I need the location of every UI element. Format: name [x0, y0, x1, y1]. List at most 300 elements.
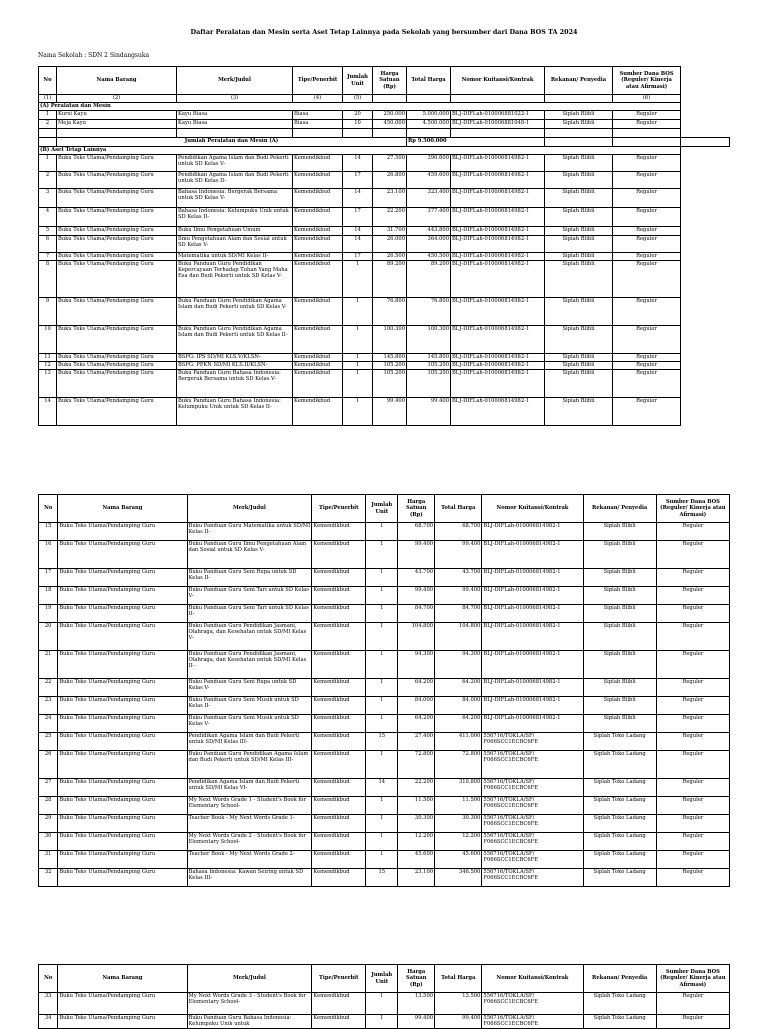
table-row	[39, 605, 730, 623]
cell-nomor: BLJ-DIFLah-010006814982-1	[451, 261, 545, 298]
cell-total: 310.800	[435, 779, 482, 797]
cell-nama: Buku Teks Utama/Pendamping Guru	[58, 523, 187, 541]
cell-total: 443.800	[407, 227, 451, 236]
cell-total: 76.800	[407, 298, 451, 326]
cell-merk: Bahasa Indonesia: Kelumpuku Unik untuk SD Kelas II-	[177, 208, 293, 227]
cell-jumlah: 17	[343, 172, 373, 189]
cell-nama: Buku Teks Utama/Pendamping Guru	[57, 354, 177, 362]
cell-jumlah: 1	[366, 715, 398, 733]
cell-harga: 99.400	[373, 398, 407, 426]
cell-sumber: Reguler	[613, 354, 681, 362]
table-row	[39, 851, 730, 869]
index-cell: (2)	[57, 95, 177, 103]
cell-total: 5.000.000	[407, 111, 451, 120]
cell-total: 43.700	[435, 569, 482, 587]
cell-sumber: Reguler	[656, 697, 729, 715]
cell-jumlah: 14	[366, 779, 398, 797]
table-row	[39, 751, 730, 779]
cell-rekanan: Siplah Blibli	[545, 227, 613, 236]
cell-rekanan: Siplah Toko Ladang	[583, 815, 656, 833]
cell-total: 4.500.000	[407, 120, 451, 129]
cell-nomor: BLJ-DIFLah-010006814982-1	[451, 326, 545, 354]
cell-nomor: 556716/TOKLA/SF/ F066SCC1ECBC6FE	[482, 797, 583, 815]
cell-rekanan: Siplah Blibli	[545, 189, 613, 208]
cell-nomor: BLJ-DIFLah-010006814982-1	[451, 370, 545, 398]
cell-nomor: 556716/TOKLA/SF/ F066SCC1ECBC6FE	[482, 815, 583, 833]
cell-merk: Teacher Book - My Next Words Grade 2-	[187, 851, 312, 869]
cell-no: 26	[39, 751, 58, 779]
col-harga-header: Harga Satuan (Rp)	[398, 965, 435, 993]
cell-harga: 22.200	[398, 779, 435, 797]
cell-tipe: Kemendikbud	[312, 993, 366, 1015]
cell-rekanan: Siplah Blibli	[545, 253, 613, 261]
cell-tipe: Kemendikbud	[312, 797, 366, 815]
cell-rekanan: Siplah Blibli	[545, 370, 613, 398]
cell-no: 27	[39, 779, 58, 797]
cell-no: 1	[39, 155, 57, 172]
cell-nomor: BLJ-DIFLah-010006814982-1	[451, 298, 545, 326]
cell-nama: Buku Teks Utama/Pendamping Guru	[57, 236, 177, 253]
cell-total: 99.400	[435, 541, 482, 569]
cell-no: 15	[39, 523, 58, 541]
cell-tipe: Kemendikbud	[293, 236, 343, 253]
cell-rekanan: Siplah Blibli	[545, 298, 613, 326]
cell-nama: Buku Teks Utama/Pendamping Guru	[57, 253, 177, 261]
cell-merk: BSPG: PPKN SD/MI KLS.II/KLSN-	[177, 362, 293, 370]
cell-rekanan: Siplah Blibli	[545, 236, 613, 253]
cell-rekanan: Siplah Blibli	[583, 651, 656, 679]
table-row	[39, 172, 730, 189]
cell-merk: Buku Panduan Guru Pendidikan Agama Islam dan Budi Pekerti untuk SD/MI Kelas III-	[187, 751, 312, 779]
asset-table-page-3	[38, 964, 730, 1029]
cell-no: 30	[39, 833, 58, 851]
cell-total: 105.200	[407, 370, 451, 398]
table-row	[39, 189, 730, 208]
cell-tipe: Kemendikbud	[293, 326, 343, 354]
cell-nomor: 556716/TOKLA/SF/ F066SCC1ECBC6FE	[482, 751, 583, 779]
cell-nama: Buku Teks Utama/Pendamping Guru	[58, 605, 187, 623]
cell-no: 7	[39, 253, 57, 261]
table-row	[39, 697, 730, 715]
cell-merk: Buku Panduan Guru Pendidikan Jasmani, Olahraga, dan Kesehatan untuk SD/MI Kelas II-	[187, 651, 312, 679]
cell-tipe: Kemendikbud	[312, 623, 366, 651]
cell-rekanan: Siplah Blibli	[583, 623, 656, 651]
cell-sumber: Reguler	[656, 1015, 729, 1029]
cell-merk: Buku Ilmu Pengetahuan Umum	[177, 227, 293, 236]
col-nama-header: Nama Barang	[58, 495, 187, 523]
cell-jumlah: 1	[343, 326, 373, 354]
cell-harga: 99.400	[398, 541, 435, 569]
cell-total: 64.200	[435, 679, 482, 697]
cell-nomor: BLJ-DIFLah-010006814982-1	[451, 398, 545, 426]
cell-total: 105.200	[407, 362, 451, 370]
cell-no: 8	[39, 261, 57, 298]
cell-harga: 64.200	[398, 679, 435, 697]
table-header-row	[39, 965, 730, 993]
cell-rekanan: Siplah Toko Ladang	[583, 751, 656, 779]
cell-rekanan: Siplah Blibli	[545, 120, 613, 129]
total-a-value: Rp 9.500.000	[407, 138, 545, 147]
index-cell: (6)	[613, 95, 681, 103]
table-row	[39, 111, 730, 120]
cell-merk: Buku Panduan Guru Bahasa Indonesia: Kelumpuku Unik untuk SD Kelas II-	[177, 398, 293, 426]
cell-sumber: Reguler	[656, 833, 729, 851]
cell-sumber: Reguler	[656, 605, 729, 623]
cell-harga: 145.800	[373, 354, 407, 362]
cell-rekanan: Siplah Blibli	[545, 398, 613, 426]
table-row	[39, 326, 730, 354]
cell-tipe: Kemendikbud	[312, 587, 366, 605]
cell-rekanan: Siplah Blibli	[583, 697, 656, 715]
cell-harga: 45.600	[398, 851, 435, 869]
cell-tipe: Kemendikbud	[293, 362, 343, 370]
cell-nomor: 556716/TOKLA/SF/ F066SCC1ECBC6FE	[482, 833, 583, 851]
cell-nama: Buku Teks Utama/Pendamping Guru	[58, 587, 187, 605]
cell-merk: Bahasa Indonesia: Kawan Seiring untuk SD Kelas III-	[187, 869, 312, 887]
cell-tipe: Kemendikbud	[312, 851, 366, 869]
cell-tipe: Kemendikbud	[312, 679, 366, 697]
cell-merk: Pendidikan Agama Islam dan Budi Pekerti untuk SD/MI Kelas VI-	[187, 779, 312, 797]
cell-merk: My Next Words Grade 2 - Student's Book for Elementary School-	[187, 833, 312, 851]
table-row	[39, 679, 730, 697]
cell-jumlah: 1	[343, 298, 373, 326]
blank-cell	[343, 129, 373, 138]
cell-harga: 13.500	[398, 993, 435, 1015]
cell-merk: My Next Words Grade 1 - Student's Book for Elementary School-	[187, 797, 312, 815]
cell-total: 99.400	[435, 587, 482, 605]
cell-nama: Kursi Kayu	[57, 111, 177, 120]
cell-merk: Pendidikan Agama Islam dan Budi Pekerti untuk SD Kelas II-	[177, 172, 293, 189]
cell-merk: Buku Panduan Guru Pendidikan Kepercayaan Terhadap Tuhan Yang Maha Esa dan Budi Pekerti untuk SD Kelas V-	[177, 261, 293, 298]
cell-total: 94.300	[435, 651, 482, 679]
cell-harga: 23.100	[398, 869, 435, 887]
cell-rekanan: Siplah Blibli	[545, 155, 613, 172]
cell-sumber: Reguler	[656, 587, 729, 605]
cell-nomor: BLJ-DIFLah-010006814982-1	[482, 623, 583, 651]
cell-rekanan: Siplah Blibli	[583, 605, 656, 623]
cell-nama: Buku Teks Utama/Pendamping Guru	[58, 623, 187, 651]
cell-nomor: BLJ-DIFLah-010006814982-1	[482, 605, 583, 623]
cell-tipe: Kemendikbud	[312, 779, 366, 797]
cell-rekanan: Siplah Toko Ladang	[583, 833, 656, 851]
cell-sumber: Reguler	[656, 715, 729, 733]
cell-nama: Buku Teks Utama/Pendamping Guru	[58, 797, 187, 815]
cell-harga: 99.400	[398, 1015, 435, 1029]
col-nomor-header: Nomor Kuitansi/Kontrak	[451, 67, 545, 95]
cell-jumlah: 1	[343, 370, 373, 398]
cell-nama: Buku Teks Utama/Pendamping Guru	[58, 679, 187, 697]
cell-no: 33	[39, 993, 58, 1015]
cell-no: 31	[39, 851, 58, 869]
cell-rekanan: Siplah Toko Ladang	[583, 779, 656, 797]
col-nomor-header: Nomor Kuitansi/Kontrak	[482, 495, 583, 523]
cell-nama: Buku Teks Utama/Pendamping Guru	[58, 851, 187, 869]
table-row	[39, 398, 730, 426]
cell-nama: Buku Teks Utama/Pendamping Guru	[58, 651, 187, 679]
cell-jumlah: 1	[366, 679, 398, 697]
cell-jumlah: 1	[366, 833, 398, 851]
cell-total: 11.500	[435, 797, 482, 815]
cell-rekanan: Siplah Blibli	[583, 715, 656, 733]
cell-nama: Buku Teks Utama/Pendamping Guru	[58, 993, 187, 1015]
cell-rekanan: Siplah Blibli	[583, 679, 656, 697]
table-row	[39, 587, 730, 605]
table-row	[39, 541, 730, 569]
col-total-header: Total Harga	[435, 965, 482, 993]
cell-harga: 26.800	[373, 172, 407, 189]
cell-rekanan: Siplah Toko Ladang	[583, 1015, 656, 1029]
table-row	[39, 120, 730, 129]
cell-total: 89.200	[407, 261, 451, 298]
cell-jumlah: 14	[343, 236, 373, 253]
cell-sumber: Reguler	[613, 236, 681, 253]
cell-tipe: Kemendikbud	[293, 172, 343, 189]
cell-sumber: Reguler	[656, 797, 729, 815]
cell-nama: Buku Teks Utama/Pendamping Guru	[58, 715, 187, 733]
col-merk-header: Merk/Judul	[177, 67, 293, 95]
index-cell: (5)	[343, 95, 373, 103]
cell-merk: Buku Panduan Guru Bahasa Indonesia: Kelumpuku Unik untuk	[187, 1015, 312, 1029]
cell-sumber: Reguler	[613, 189, 681, 208]
cell-tipe: Kemendikbud	[312, 1015, 366, 1029]
cell-nama: Buku Teks Utama/Pendamping Guru	[57, 326, 177, 354]
cell-harga: 31.700	[373, 227, 407, 236]
cell-nama: Buku Teks Utama/Pendamping Guru	[58, 869, 187, 887]
cell-total: 45.600	[435, 851, 482, 869]
cell-total: 450.500	[407, 253, 451, 261]
table-row	[39, 833, 730, 851]
cell-nama: Buku Teks Utama/Pendamping Guru	[58, 541, 187, 569]
cell-sumber: Reguler	[613, 172, 681, 189]
cell-jumlah: 1	[343, 398, 373, 426]
cell-jumlah: 1	[366, 751, 398, 779]
cell-total: 323.400	[407, 189, 451, 208]
table-header-row	[39, 495, 730, 523]
cell-harga: 43.700	[398, 569, 435, 587]
cell-jumlah: 1	[366, 815, 398, 833]
cell-tipe: Kemendikbud	[312, 541, 366, 569]
cell-total: 145.800	[407, 354, 451, 362]
cell-no: 25	[39, 733, 58, 751]
cell-total: 459.600	[407, 172, 451, 189]
col-nama-header: Nama Barang	[58, 965, 187, 993]
col-total-header: Total Harga	[435, 495, 482, 523]
table-row	[39, 155, 730, 172]
cell-nomor: BLJ-DIFLah-010006814982-1	[482, 587, 583, 605]
cell-total: 12.200	[435, 833, 482, 851]
cell-merk: Buku Panduan Guru Pendidikan Jasmani, Olahraga, dan Kesehatan untuk SD/MI Kelas V-	[187, 623, 312, 651]
cell-total: 84.000	[435, 697, 482, 715]
cell-no: 2	[39, 172, 57, 189]
cell-merk: Buku Panduan Guru Seni Tari untuk SD Kelas V-	[187, 587, 312, 605]
cell-harga: 84.700	[398, 605, 435, 623]
blank-cell	[613, 138, 681, 147]
col-jumlah-header: Jumlah Unit	[366, 965, 398, 993]
cell-no: 16	[39, 541, 58, 569]
cell-no: 20	[39, 623, 58, 651]
cell-jumlah: 17	[343, 208, 373, 227]
table-row	[39, 993, 730, 1015]
cell-harga: 105.200	[373, 370, 407, 398]
cell-harga: 94.300	[398, 651, 435, 679]
col-nama-header: Nama Barang	[57, 67, 177, 95]
cell-sumber: Reguler	[656, 679, 729, 697]
cell-total: 99.400	[407, 398, 451, 426]
blank-cell	[407, 129, 451, 138]
cell-jumlah: 1	[366, 587, 398, 605]
cell-harga: 22.200	[373, 208, 407, 227]
cell-jumlah: 17	[343, 253, 373, 261]
index-cell	[407, 95, 451, 103]
table-row	[39, 623, 730, 651]
cell-tipe: Kemendikbud	[293, 354, 343, 362]
cell-merk: Bahasa Indonesia: Bergerak Bersama untuk SD Kelas V-	[177, 189, 293, 208]
cell-harga: 84.000	[398, 697, 435, 715]
col-tipe-header: Tipe/Penerbit	[312, 965, 366, 993]
cell-tipe: Kemendikbud	[312, 815, 366, 833]
cell-sumber: Reguler	[656, 651, 729, 679]
cell-total: 68.700	[435, 523, 482, 541]
cell-jumlah: 10	[343, 120, 373, 129]
cell-harga: 250.000	[373, 111, 407, 120]
cell-rekanan: Siplah Blibli	[545, 354, 613, 362]
cell-merk: Buku Panduan Guru Bahasa Indonesia: Bergerak Bersama untuk SD Kelas V-	[177, 370, 293, 398]
cell-no: 5	[39, 227, 57, 236]
cell-nomor: BLJ-DIFLah-010006814982-1	[451, 354, 545, 362]
cell-tipe: Kemendikbud	[312, 733, 366, 751]
cell-tipe: Kemendikbud	[312, 697, 366, 715]
cell-no: 32	[39, 869, 58, 887]
table-row	[39, 253, 730, 261]
cell-jumlah: 14	[343, 155, 373, 172]
cell-harga: 72.800	[398, 751, 435, 779]
cell-no: 3	[39, 189, 57, 208]
col-sumber-header: Sumber Dana BOS (Reguler/ Kinerja atau Afirmasi)	[613, 67, 681, 95]
cell-tipe: Kemendikbud	[293, 398, 343, 426]
col-tipe-header: Tipe/Penerbit	[293, 67, 343, 95]
cell-nama: Buku Teks Utama/Pendamping Guru	[57, 208, 177, 227]
table-row	[39, 354, 730, 362]
cell-merk: Ilmu Pengetahuan Alam dan Sosial untuk SD Kelas V-	[177, 236, 293, 253]
cell-jumlah: 1	[366, 851, 398, 869]
cell-harga: 11.500	[398, 797, 435, 815]
cell-sumber: Reguler	[613, 208, 681, 227]
cell-tipe: Kemendikbud	[293, 227, 343, 236]
cell-total: 99.400	[435, 1015, 482, 1029]
cell-nomor: 556716/TOKLA/SF/ F066SCC1ECBC6FE	[482, 851, 583, 869]
cell-total: 346.500	[435, 869, 482, 887]
cell-no: 34	[39, 1015, 58, 1029]
cell-nama: Meja Kayu	[57, 120, 177, 129]
cell-sumber: Reguler	[656, 541, 729, 569]
blank-cell	[451, 129, 545, 138]
cell-harga: 27.500	[373, 155, 407, 172]
cell-jumlah: 1	[366, 993, 398, 1015]
cell-no: 6	[39, 236, 57, 253]
cell-tipe: Kemendikbud	[312, 751, 366, 779]
cell-no: 22	[39, 679, 58, 697]
cell-merk: Buku Panduan Guru Seni Tari untuk SD Kelas II-	[187, 605, 312, 623]
cell-no: 23	[39, 697, 58, 715]
cell-nama: Buku Teks Utama/Pendamping Guru	[58, 833, 187, 851]
cell-tipe: Biasa	[293, 120, 343, 129]
cell-tipe: Kemendikbud	[312, 523, 366, 541]
cell-harga: 12.200	[398, 833, 435, 851]
cell-no: 11	[39, 354, 57, 362]
table-row	[39, 1015, 730, 1029]
cell-merk: Matematika untuk SD/MI Kelas II-	[177, 253, 293, 261]
cell-merk: BSPG: IPS SD/MI KLS.V/KLSN-	[177, 354, 293, 362]
cell-merk: My Next Words Grade 3 - Student's Book for Elementary School-	[187, 993, 312, 1015]
table-row	[39, 208, 730, 227]
school-name: Nama Sekolah : SDN 2 Sindangsuka	[38, 52, 150, 59]
cell-nama: Buku Teks Utama/Pendamping Guru	[58, 733, 187, 751]
blank-cell	[57, 129, 177, 138]
section-b-row	[39, 147, 730, 155]
cell-no: 29	[39, 815, 58, 833]
blank-cell	[39, 138, 57, 147]
cell-tipe: Biasa	[293, 111, 343, 120]
cell-nomor: BLJ-DIFLah-010006814982-1	[482, 715, 583, 733]
cell-rekanan: Siplah Toko Ladang	[583, 993, 656, 1015]
total-a-label: Jumlah Peralatan dan Mesin (A)	[57, 138, 407, 147]
blank-cell	[293, 129, 343, 138]
blank-cell	[39, 129, 57, 138]
cell-tipe: Kemendikbud	[293, 208, 343, 227]
cell-sumber: Reguler	[613, 298, 681, 326]
cell-no: 14	[39, 398, 57, 426]
cell-nomor: BLJ-DIFLah-010006814982-1	[451, 362, 545, 370]
cell-merk: Pendidikan Agama Islam dan Budi Pekerti untuk SD Kelas V-	[177, 155, 293, 172]
cell-nama: Buku Teks Utama/Pendamping Guru	[58, 569, 187, 587]
table-row	[39, 797, 730, 815]
cell-rekanan: Siplah Blibli	[545, 261, 613, 298]
cell-jumlah: 1	[366, 651, 398, 679]
cell-merk: Buku Panduan Guru Seni Rupa untuk SD Kelas V-	[187, 679, 312, 697]
document-title: Daftar Peralatan dan Mesin serta Aset Tetap Lainnya pada Sekolah yang bersumber dari Dana BOS TA 2024	[190, 28, 578, 36]
cell-total: 64.200	[435, 715, 482, 733]
col-jumlah-header: Jumlah Unit	[366, 495, 398, 523]
index-cell	[373, 95, 407, 103]
cell-nama: Buku Teks Utama/Pendamping Guru	[57, 362, 177, 370]
blank-cell	[613, 129, 681, 138]
cell-sumber: Reguler	[613, 111, 681, 120]
cell-nomor: BLJ-DIFLah-010006814982-1	[451, 253, 545, 261]
cell-harga: 27.400	[398, 733, 435, 751]
cell-no: 21	[39, 651, 58, 679]
cell-sumber: Reguler	[656, 751, 729, 779]
cell-nomor: BLJ-DIFLah-010006814982-1	[451, 227, 545, 236]
cell-nama: Buku Teks Utama/Pendamping Guru	[57, 189, 177, 208]
cell-harga: 30.300	[398, 815, 435, 833]
cell-nama: Buku Teks Utama/Pendamping Guru	[57, 172, 177, 189]
cell-sumber: Reguler	[656, 523, 729, 541]
cell-harga: 23.100	[373, 189, 407, 208]
cell-sumber: Reguler	[613, 155, 681, 172]
cell-nomor: BLJ-DIFLah-010006814982-1	[482, 651, 583, 679]
cell-nomor: BLJ-DIFLah-010006814982-1	[451, 208, 545, 227]
cell-rekanan: Siplah Blibli	[545, 111, 613, 120]
cell-rekanan: Siplah Blibli	[583, 541, 656, 569]
cell-rekanan: Siplah Toko Ladang	[583, 797, 656, 815]
cell-harga: 26.500	[373, 253, 407, 261]
cell-sumber: Reguler	[656, 733, 729, 751]
cell-jumlah: 1	[366, 623, 398, 651]
cell-total: 84.700	[435, 605, 482, 623]
section-a-label: (A) Peralatan dan Mesin	[39, 103, 681, 111]
cell-sumber: Reguler	[613, 326, 681, 354]
col-no-header: No	[39, 495, 58, 523]
